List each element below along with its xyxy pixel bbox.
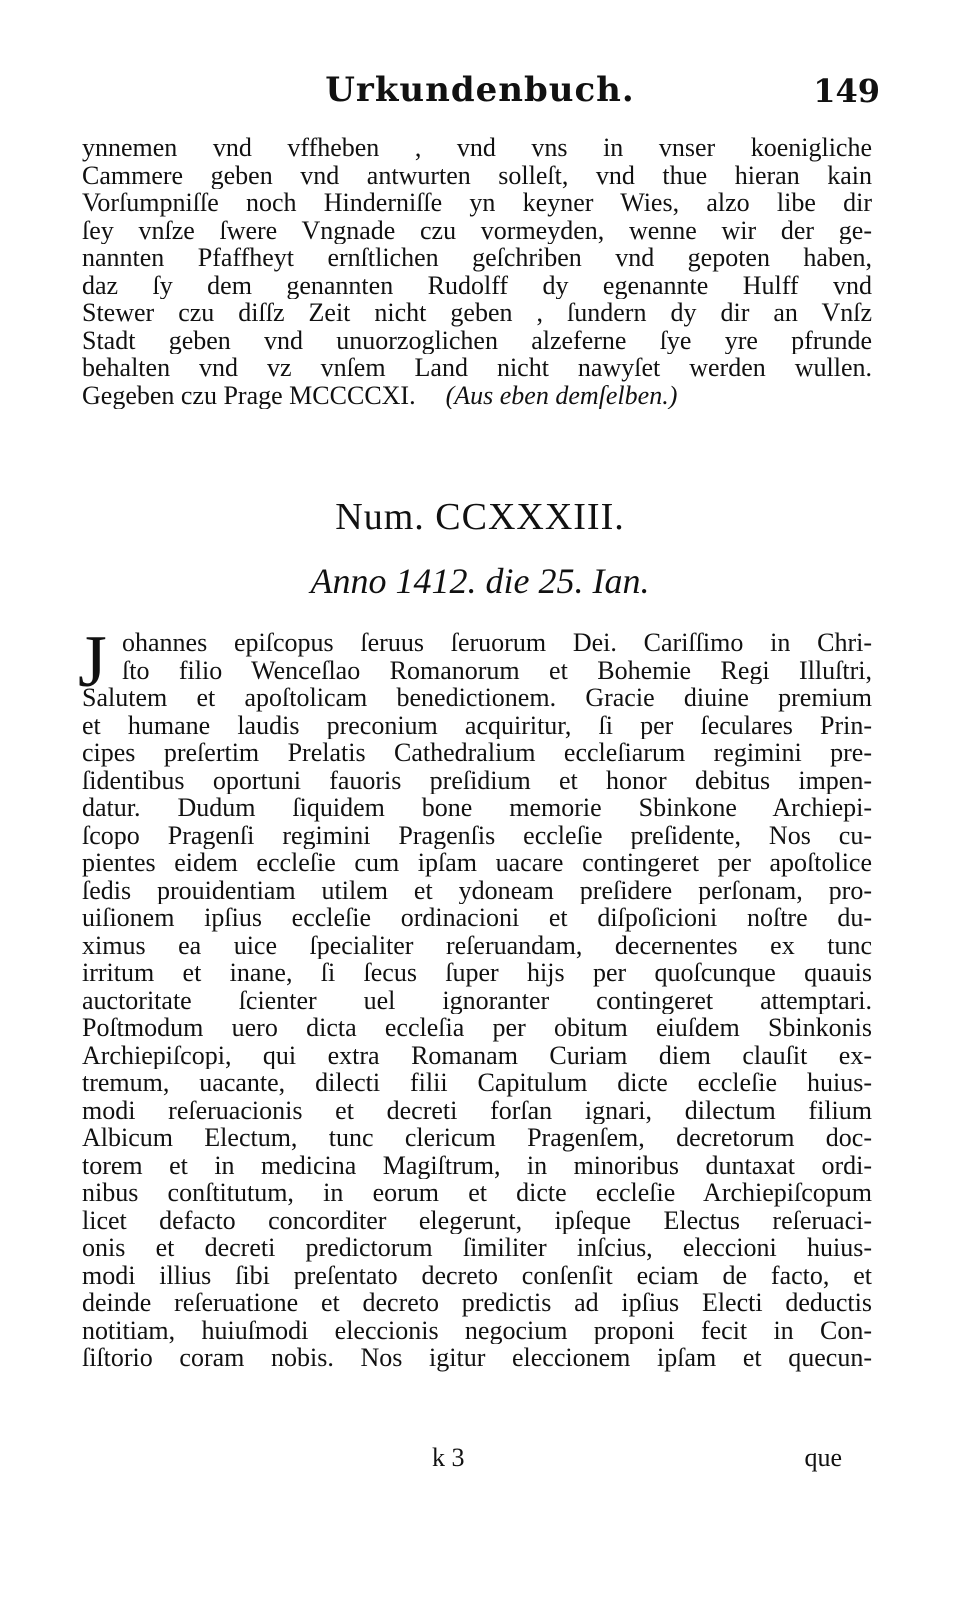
text-line: behalten vnd vz vnſem Land nicht nawyſet werden wullen. <box>82 354 872 382</box>
text-line: licet defacto concorditer elegerunt, ipſeque Electus reſeruaci- <box>82 1206 872 1234</box>
text-line: Stadt geben vnd unuorzoglichen alzeferne ſye yre pfrunde <box>82 326 872 354</box>
text-line: Archiepiſcopi, qui extra Romanam Curiam diem clauſit ex- <box>82 1041 872 1069</box>
text-line: deinde reſeruatione et decreto predictis ad ipſius Electi deductis <box>82 1289 872 1317</box>
charter-text <box>82 629 872 1372</box>
text-line: tremum, uacante, dilecti filii Capitulum dicte eccleſie huius- <box>82 1069 872 1097</box>
text-line: ximus ea uice ſpecialiter reſeruandam, decernentes ex tunc <box>82 931 872 959</box>
text-line: ſidentibus oportuni fauoris preſidium et honor debitus impen- <box>82 766 872 794</box>
text-line: Salutem et apoſtolicam benedictionem. Gracie diuine premium <box>82 684 872 712</box>
text-line: ſey vnſze ſwere Vngnade czu vormeyden, wenne wir der ge- <box>82 216 872 244</box>
running-head <box>80 70 880 120</box>
text-line: ſedis prouidentiam utilem et ydoneam preſidere perſonam, pro- <box>82 876 872 904</box>
text-line: datur. Dudum ſiquidem bone memorie Sbinkone Archiepi- <box>82 794 872 822</box>
text-line: nibus conſtitutum, in eorum et dicte eccleſie Archiepiſcopum <box>82 1179 872 1207</box>
paragraph-continuation <box>82 134 872 409</box>
text-line: ynnemen vnd vffheben , vnd vns in vnser koenigliche <box>82 134 872 162</box>
text-line: ſto filio Wenceſlao Romanorum et Bohemie Regi Illuſtri, <box>122 656 872 684</box>
page-number: 149 <box>813 72 880 110</box>
drop-cap: J <box>78 621 107 703</box>
text-line: Stewer czu diſſz Zeit nicht geben , ſundern dy dir an Vnſz <box>82 299 872 327</box>
catchword: que <box>804 1443 842 1472</box>
text-line: ſcopo Pragenſi regimini Pragenſis eccleſie preſidente, Nos cu- <box>82 821 872 849</box>
running-title: Urkundenbuch. <box>325 70 635 110</box>
text-line: nannten Pfaffheyt ernſtlichen geſchriben vnd gepoten haben, <box>82 244 872 272</box>
text-line: Albicum Electum, tunc clericum Pragenſem, decretorum doc- <box>82 1124 872 1152</box>
text-line: ſiſtorio coram nobis. Nos igitur eleccionem ipſam et quecun- <box>82 1344 872 1372</box>
text-line: auctoritate ſcienter uel ignoranter contingeret attemptari. <box>82 986 872 1014</box>
text-line: Cammere geben vnd antwurten solleſt, vnd thue hieran kain <box>82 161 872 189</box>
text-line: Vorſumpniſſe noch Hinderniſſe yn keyner Wies, alzo libe dir <box>82 189 872 217</box>
page-footer <box>82 1443 872 1473</box>
date-line: Gegeben czu Prage MCCCCXI. <box>82 381 416 409</box>
text-line: onis et decreti predictorum ſimiliter inſcius, eleccioni huius- <box>82 1234 872 1262</box>
text-line: Poſtmodum uero dicta eccleſia per obitum eiuſdem Sbinkonis <box>82 1014 872 1042</box>
text-line: et humane laudis preconium acquiritur, ſi per ſeculares Prin- <box>82 711 872 739</box>
text-line: modi reſeruacionis et decreti forſan ignari, dilectum filium <box>82 1096 872 1124</box>
document-number-heading: Num. CCXXXIII. <box>335 496 625 538</box>
text-line-last <box>82 382 872 410</box>
text-line: modi illius ſibi preſentato decreto conſenſit eciam de facto, et <box>82 1261 872 1289</box>
text-line: uiſionem ipſius eccleſie ordinacioni et diſpoſicioni noſtre du- <box>82 904 872 932</box>
text-line: notitiam, huiuſmodi eleccionis negocium proponi fecit in Con- <box>82 1316 872 1344</box>
signature-mark: k 3 <box>432 1443 465 1472</box>
text-line: cipes preſertim Prelatis Cathedralium eccleſiarum regimini pre- <box>82 739 872 767</box>
document-date-heading: Anno 1412. die 25. Ian. <box>310 561 650 601</box>
text-line: daz ſy dem genannten Rudolff dy egenannte Hulff vnd <box>82 271 872 299</box>
source-note: (Aus eben demſelben.) <box>445 381 678 409</box>
text-line: pientes eidem eccleſie cum ipſam uacare contingeret per apoſtolice <box>82 849 872 877</box>
text-line: torem et in medicina Magiſtrum, in minoribus duntaxat ordi- <box>82 1151 872 1179</box>
text-line: ohannes epiſcopus ſeruus ſeruorum Dei. Cariſſimo in Chri- <box>122 629 872 657</box>
text-line: irritum et inane, ſi ſecus ſuper hijs per quoſcunque quauis <box>82 959 872 987</box>
